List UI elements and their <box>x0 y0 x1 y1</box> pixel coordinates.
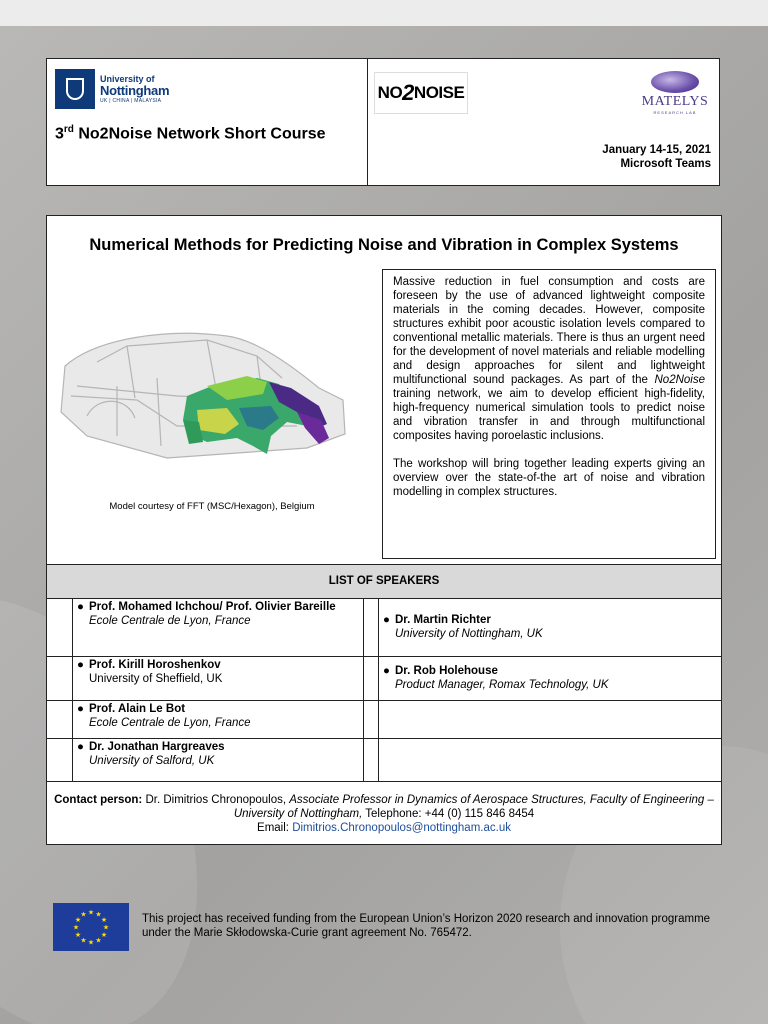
top-bar <box>0 0 768 26</box>
abstract-p1-a: Massive reduction in fuel consumption and costs are foreseen by the use of advanced lightweight composite materials in the coming decades. However, composite structures exhibit poor acoustic isolation levels compared to conventional metallic materials. There is thus an urgent need for the development of novel materials and reliable modelling and design approaches for silent and lightweight multifunctional sound packages. As part of the <box>393 276 705 386</box>
speaker-affiliation: Ecole Centrale de Lyon, France <box>89 615 251 627</box>
university-of-nottingham-logo <box>55 69 169 109</box>
eu-star-icon: ★ <box>95 911 102 919</box>
contact-position: Associate Professor in Dynamics of Aerospace Structures, Faculty of Engineering – University of Nottingham, <box>233 794 714 820</box>
no2noise-logo-noise: NOISE <box>413 83 465 102</box>
bullet-icon: ● <box>77 703 84 715</box>
no2noise-logo <box>374 72 468 114</box>
no2noise-logo-no: NO <box>377 83 403 102</box>
speaker-affiliation: University of Sheffield, UK <box>89 673 223 685</box>
course-title <box>55 124 326 143</box>
uon-logo-line1: University of <box>100 73 155 84</box>
eu-star-icon: ★ <box>100 932 108 939</box>
speaker-name <box>77 740 359 754</box>
speaker-cell <box>73 739 364 781</box>
speaker-name-text: Dr. Jonathan Hargreaves <box>89 741 225 753</box>
table-row <box>47 657 721 701</box>
header-divider <box>367 59 368 185</box>
matelys-sub: RESEARCH LAB <box>653 110 697 115</box>
speaker-name-text: Prof. Alain Le Bot <box>89 703 186 715</box>
row-gutter <box>47 599 73 656</box>
course-ordinal-suffix: rd <box>63 124 74 135</box>
contact-label: Contact person: <box>54 794 143 806</box>
contact-email-line <box>53 821 715 835</box>
matelys-orb-icon <box>651 71 699 93</box>
speaker-name-text: Prof. Mohamed Ichchou/ Prof. Olivier Bareille <box>89 601 336 613</box>
eu-star-icon: ★ <box>80 911 87 919</box>
course-ordinal: 3 <box>55 125 64 143</box>
row-gutter <box>47 701 73 738</box>
bullet-icon: ● <box>77 741 84 753</box>
contact-email-link[interactable]: Dimitrios.Chronopoulos@nottingham.ac.uk <box>292 822 511 834</box>
speaker-affiliation: Product Manager, Romax Technology, UK <box>395 678 609 691</box>
speaker-name <box>77 702 359 716</box>
event-info <box>602 143 711 171</box>
contact-block <box>47 793 721 835</box>
uon-logo-line3: UK | CHINA | MALAYSIA <box>100 97 162 104</box>
funding-statement: This project has received funding from the European Union’s Horizon 2020 research and innovation programme under the Marie Skłodowska-Curie grant agreement No. 765472. <box>142 913 711 939</box>
bullet-icon: ● <box>383 664 390 677</box>
no2noise-logo-two: 2 <box>402 80 414 105</box>
speaker-cell <box>73 657 364 700</box>
abstract-p1-b: training network, we aim to develop efficient high-fidelity, high-frequency numerical simulation tools to predict noise and vibration transfer in and through multifunctional composites having poroelastic inclusions. <box>393 388 705 442</box>
eu-star-icon: ★ <box>74 932 82 939</box>
eu-stars <box>53 903 129 951</box>
contact-line <box>53 793 715 821</box>
header-box <box>46 58 720 186</box>
uon-shield-icon <box>55 69 95 109</box>
speaker-cell <box>379 657 721 700</box>
speaker-affiliation: Ecole Centrale de Lyon, France <box>89 717 251 729</box>
row-gap <box>364 739 379 781</box>
bullet-icon: ● <box>77 659 84 671</box>
event-date: January 14-15, 2021 <box>602 144 711 156</box>
car-body-fe-model-image <box>57 326 347 476</box>
row-gap <box>364 657 379 700</box>
speaker-name <box>77 658 359 672</box>
speakers-heading: LIST OF SPEAKERS <box>47 564 721 599</box>
eu-star-icon: ★ <box>95 937 102 945</box>
empty-cell <box>379 739 721 781</box>
speaker-affiliation: University of Nottingham, UK <box>395 627 543 640</box>
speaker-affiliation: University of Salford, UK <box>89 755 215 767</box>
abstract-paragraph-2: The workshop will bring together leading experts giving an overview over the state-of-the art of noise and vibration modelling in complex structures. <box>393 458 705 498</box>
eu-star-icon: ★ <box>74 917 82 924</box>
main-title: Numerical Methods for Predicting Noise and Vibration in Complex Systems <box>89 236 679 254</box>
eu-flag-icon <box>53 903 129 951</box>
bullet-icon: ● <box>383 613 390 626</box>
speaker-name-text: Dr. Martin Richter <box>395 613 491 626</box>
contact-telephone: Telephone: +44 (0) 115 846 8454 <box>362 808 535 820</box>
figure-caption: Model courtesy of FFT (MSC/Hexagon), Belgium <box>109 501 315 512</box>
uon-logo-line2: Nottingham <box>100 82 170 98</box>
main-box <box>46 215 722 845</box>
speakers-table <box>47 599 721 782</box>
eu-star-icon: ★ <box>87 939 95 947</box>
table-row <box>47 739 721 782</box>
eu-star-icon: ★ <box>100 917 108 924</box>
speaker-cell <box>73 701 364 738</box>
table-row <box>47 701 721 739</box>
abstract-p1-em: No2Noise <box>654 374 705 386</box>
table-row <box>47 599 721 657</box>
eu-star-icon: ★ <box>102 924 110 932</box>
course-title-text: No2Noise Network Short Course <box>73 125 326 143</box>
event-venue: Microsoft Teams <box>620 158 711 170</box>
matelys-logo <box>635 71 715 115</box>
row-gap <box>364 599 379 656</box>
eu-star-icon: ★ <box>80 937 87 945</box>
matelys-name: MATELYS <box>641 94 709 109</box>
eu-star-icon: ★ <box>72 924 80 932</box>
speaker-cell <box>73 599 364 656</box>
speaker-name-text: Prof. Kirill Horoshenkov <box>89 659 221 671</box>
speaker-name <box>383 664 717 678</box>
row-gap <box>364 701 379 738</box>
abstract-box <box>382 269 716 559</box>
row-gutter <box>47 739 73 781</box>
abstract-paragraph <box>393 275 705 443</box>
speaker-name <box>383 613 717 627</box>
uon-logo-text <box>100 75 169 104</box>
speaker-cell <box>379 599 721 656</box>
eu-star-icon: ★ <box>87 909 95 917</box>
speaker-name-text: Dr. Rob Holehouse <box>395 664 498 677</box>
speaker-name <box>77 600 359 614</box>
bullet-icon: ● <box>77 601 84 613</box>
email-label: Email: <box>257 822 293 834</box>
row-gutter <box>47 657 73 700</box>
contact-name: Dr. Dimitrios Chronopoulos, <box>142 794 290 806</box>
empty-cell <box>379 701 721 738</box>
